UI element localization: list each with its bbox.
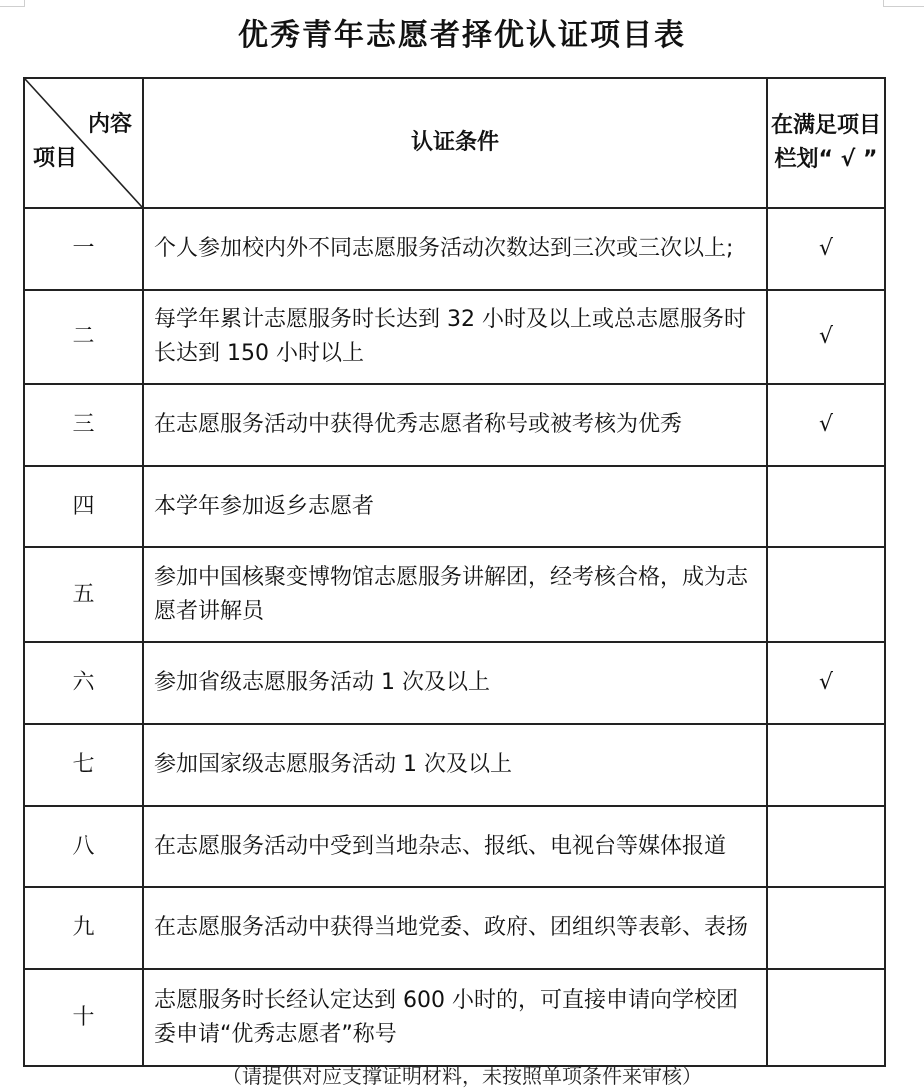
table-row — [24, 547, 885, 642]
page-title: 优秀青年志愿者择优认证项目表 — [238, 18, 686, 53]
header-check: 在满足项目栏划“ √ ” — [767, 78, 885, 208]
table-row — [24, 384, 885, 466]
row-number: 十 — [24, 969, 143, 1066]
header-item-label: 项目 — [33, 146, 78, 171]
row-number: 七 — [24, 724, 143, 806]
row-number: 一 — [24, 208, 143, 290]
row-check-mark — [767, 466, 885, 547]
footnote: （请提供对应支撑证明材料，未按照单项条件来审核） — [222, 1064, 702, 1088]
page-corner-mark-left — [0, 0, 25, 7]
row-check-mark — [767, 806, 885, 887]
row-check-mark: √ — [767, 208, 885, 290]
diagonal-header-cell — [24, 78, 143, 208]
row-check-mark — [767, 887, 885, 969]
row-check-mark: √ — [767, 384, 885, 466]
table-row — [24, 806, 885, 887]
row-check-mark — [767, 969, 885, 1066]
row-condition: 本学年参加返乡志愿者 — [143, 466, 767, 547]
table-row — [24, 642, 885, 724]
row-condition: 在志愿服务活动中受到当地杂志、报纸、电视台等媒体报道 — [143, 806, 767, 887]
row-condition: 志愿服务时长经认定达到 600 小时的，可直接申请向学校团委申请“优秀志愿者”称号 — [143, 969, 767, 1066]
row-condition: 在志愿服务活动中获得当地党委、政府、团组织等表彰、表扬 — [143, 887, 767, 969]
table-row — [24, 969, 885, 1066]
row-check-mark — [767, 547, 885, 642]
row-number: 八 — [24, 806, 143, 887]
diagonal-line — [25, 79, 142, 207]
row-condition: 参加国家级志愿服务活动 1 次及以上 — [143, 724, 767, 806]
row-number: 六 — [24, 642, 143, 724]
table-row — [24, 466, 885, 547]
table-row — [24, 724, 885, 806]
row-number: 三 — [24, 384, 143, 466]
table-row — [24, 887, 885, 969]
row-check-mark: √ — [767, 642, 885, 724]
table-row — [24, 290, 885, 384]
table-row — [24, 208, 885, 290]
row-condition: 参加中国核聚变博物馆志愿服务讲解团，经考核合格，成为志愿者讲解员 — [143, 547, 767, 642]
row-condition: 每学年累计志愿服务时长达到 32 小时及以上或总志愿服务时长达到 150 小时以上 — [143, 290, 767, 384]
row-condition: 在志愿服务活动中获得优秀志愿者称号或被考核为优秀 — [143, 384, 767, 466]
page-corner-mark-right — [883, 0, 924, 7]
row-condition: 个人参加校内外不同志愿服务活动次数达到三次或三次以上; — [143, 208, 767, 290]
header-condition: 认证条件 — [143, 78, 767, 208]
row-number: 九 — [24, 887, 143, 969]
certification-table — [23, 77, 886, 1067]
row-number: 四 — [24, 466, 143, 547]
row-number: 二 — [24, 290, 143, 384]
row-condition: 参加省级志愿服务活动 1 次及以上 — [143, 642, 767, 724]
header-content-label: 内容 — [87, 112, 132, 137]
table-header-row — [24, 78, 885, 208]
row-number: 五 — [24, 547, 143, 642]
row-check-mark — [767, 724, 885, 806]
row-check-mark: √ — [767, 290, 885, 384]
